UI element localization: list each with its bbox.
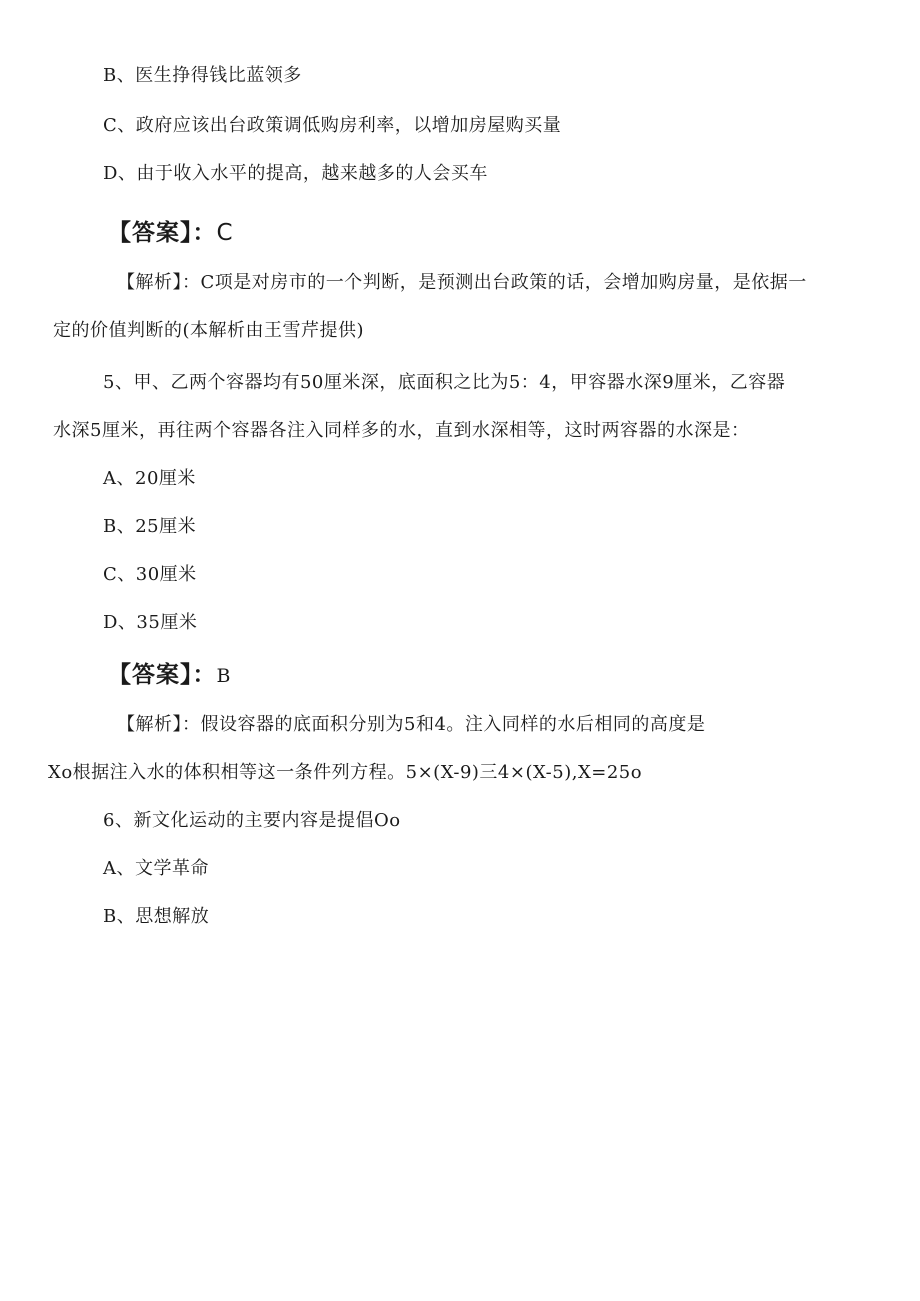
q5-option-a: A、20厘米 bbox=[103, 468, 196, 489]
q5-option-d: D、35厘米 bbox=[103, 612, 198, 633]
q5-option-b: B、25厘米 bbox=[103, 516, 197, 537]
q5-explanation-label: 【解析】： bbox=[117, 714, 201, 735]
q4-explanation-line2: 定的价值判断的(本解析由王雪芹提供) bbox=[53, 320, 365, 341]
q5-answer-label: 【答案】： bbox=[108, 662, 217, 688]
q4-option-c: C、政府应该出台政策调低购房利率，以增加房屋购买量 bbox=[103, 115, 562, 136]
q4-explanation-line1 bbox=[117, 271, 807, 295]
q6-option-b: B、思想解放 bbox=[103, 906, 210, 927]
q6-option-a: A、文学革命 bbox=[103, 858, 209, 879]
q5-stem-line1: 5、甲、乙两个容器均有50厘米深，底面积之比为5：4，甲容器水深9厘米，乙容器 bbox=[103, 372, 786, 393]
q6-stem: 6、新文化运动的主要内容是提倡Oo bbox=[103, 810, 401, 831]
q4-explanation-label: 【解析】： bbox=[117, 272, 201, 293]
q5-answer bbox=[108, 661, 231, 690]
q5-explanation-line1 bbox=[117, 713, 705, 737]
q4-answer-label: 【答案】： bbox=[108, 220, 217, 246]
q5-option-c: C、30厘米 bbox=[103, 564, 197, 585]
q5-explanation-line2: Xo根据注入水的体积相等这一条件列方程。5×(X-9)三4×(X-5),X=25o bbox=[48, 762, 643, 783]
q4-option-d: D、由于收入水平的提高，越来越多的人会买车 bbox=[103, 163, 488, 184]
q4-explanation-text1: C项是对房市的一个判断，是预测出台政策的话，会增加购房量，是依据一 bbox=[200, 272, 807, 293]
q4-answer-value: C bbox=[216, 220, 234, 246]
q4-answer bbox=[108, 219, 234, 247]
q4-option-b: B、医生挣得钱比蓝领多 bbox=[103, 65, 302, 86]
q5-answer-value: B bbox=[216, 665, 232, 687]
q5-explanation-text1: 假设容器的底面积分别为5和4。注入同样的水后相同的高度是 bbox=[200, 714, 706, 735]
q5-stem-line2: 水深5厘米，再往两个容器各注入同样多的水，直到水深相等，这时两容器的水深是： bbox=[53, 420, 750, 441]
